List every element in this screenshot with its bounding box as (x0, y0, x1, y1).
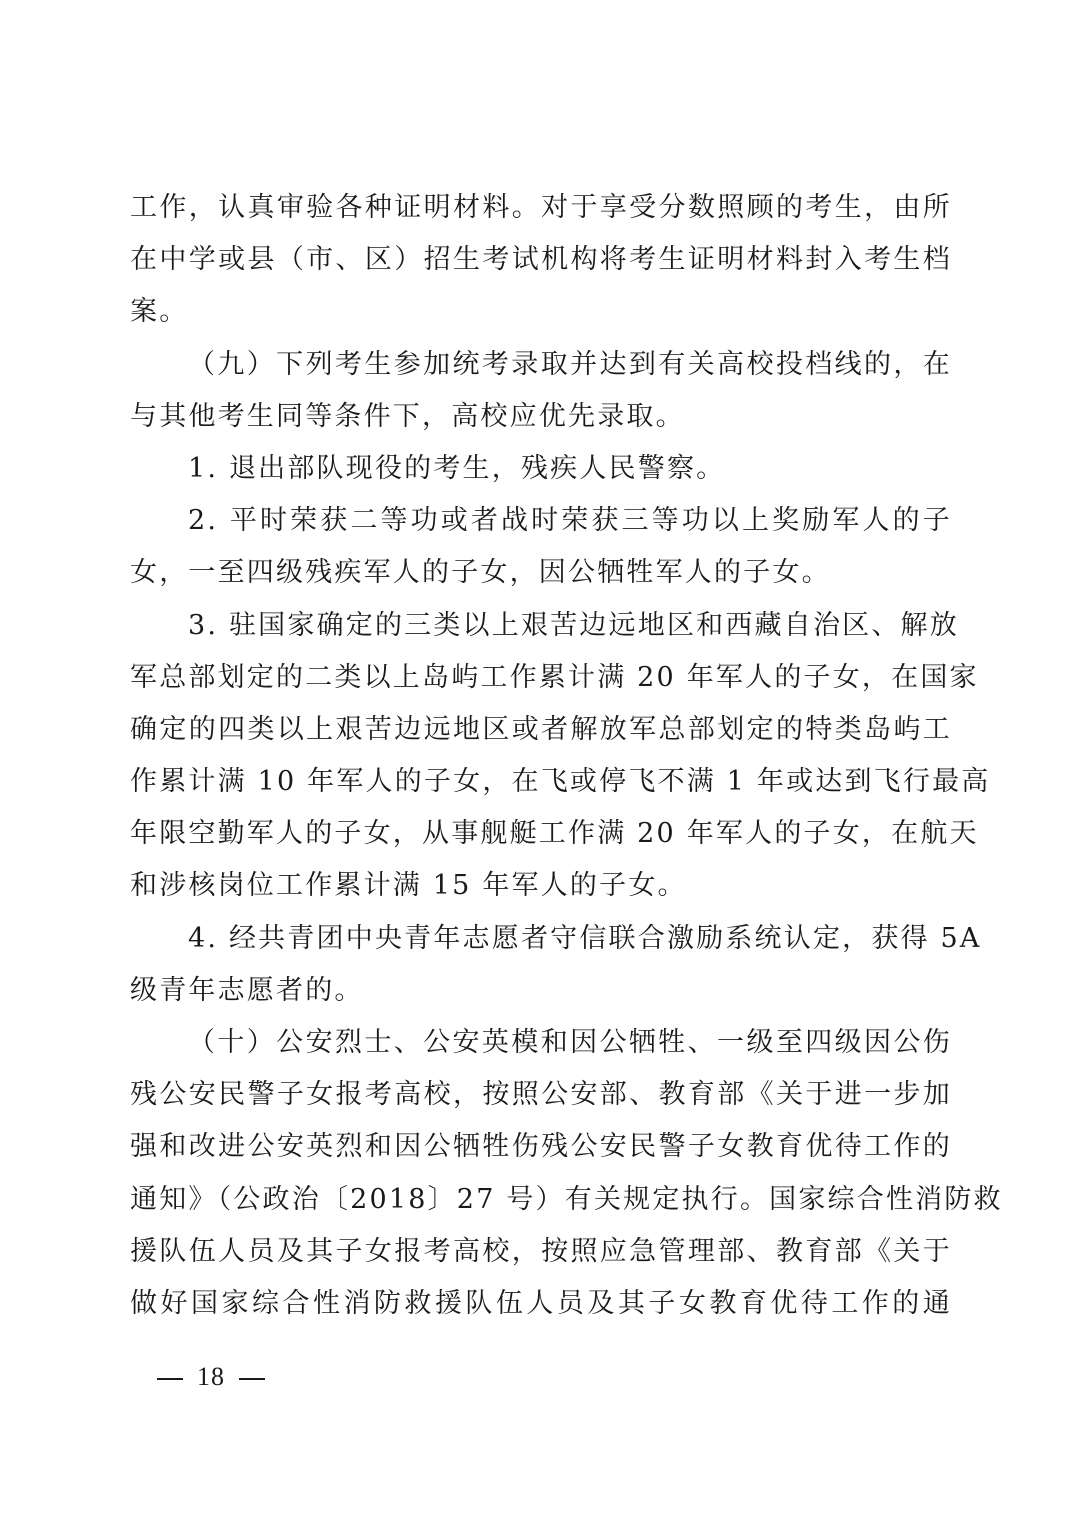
text-line: 做好国家综合性消防救援队伍人员及其子女教育优待工作的通 (130, 1287, 952, 1319)
text-line: 女，一至四级残疾军人的子女，因公牺牲军人的子女。 (130, 557, 831, 589)
section-heading-line: （九）下列考生参加统考录取并达到有关高校投档线的，在 (188, 348, 952, 380)
dash-right (239, 1378, 265, 1380)
text-line: 与其他考生同等条件下，高校应优先录取。 (130, 400, 685, 432)
list-item-1: 1. 退出部队现役的考生，残疾人民警察。 (188, 452, 726, 484)
text-line: 通知》（公政治〔2018〕27 号）有关规定执行。国家综合性消防救 (130, 1183, 1003, 1215)
list-item-4: 4. 经共青团中央青年志愿者守信联合激励系统认定，获得 5A (188, 922, 982, 954)
text-line: 级青年志愿者的。 (130, 974, 364, 1006)
document-page (130, 186, 1003, 1334)
dash-left (157, 1378, 183, 1380)
text-line: 案。 (130, 296, 189, 328)
text-line: 援队伍人员及其子女报考高校，按照应急管理部、教育部《关于 (130, 1235, 952, 1267)
text-line: 残公安民警子女报考高校，按照公安部、教育部《关于进一步加 (130, 1079, 952, 1111)
text-line: 强和改进公安英烈和因公牺牲伤残公安民警子女教育优待工作的 (130, 1131, 952, 1163)
text-line: 确定的四类以上艰苦边远地区或者解放军总部划定的特类岛屿工 (130, 713, 952, 745)
list-item-2: 2. 平时荣获二等功或者战时荣获三等功以上奖励军人的子 (188, 505, 952, 537)
text-line: 在中学或县（市、区）招生考试机构将考生证明材料封入考生档 (130, 244, 952, 276)
page-number-footer (157, 1362, 265, 1392)
section-heading-line: （十）公安烈士、公安英模和因公牺牲、一级至四级因公伤 (188, 1027, 952, 1058)
page-number: 18 (197, 1362, 225, 1391)
list-item-3: 3. 驻国家确定的三类以上艰苦边远地区和西藏自治区、解放 (188, 609, 959, 641)
text-line: 作累计满 10 年军人的子女，在飞或停飞不满 1 年或达到飞行最高 (130, 766, 991, 798)
text-line: 年限空勤军人的子女，从事舰艇工作满 20 年军人的子女，在航天 (130, 818, 979, 850)
text-line: 和涉核岗位工作累计满 15 年军人的子女。 (130, 870, 687, 902)
text-line: 工作，认真审验各种证明材料。对于享受分数照顾的考生，由所 (130, 192, 952, 223)
text-line: 军总部划定的二类以上岛屿工作累计满 20 年军人的子女，在国家 (130, 661, 979, 693)
